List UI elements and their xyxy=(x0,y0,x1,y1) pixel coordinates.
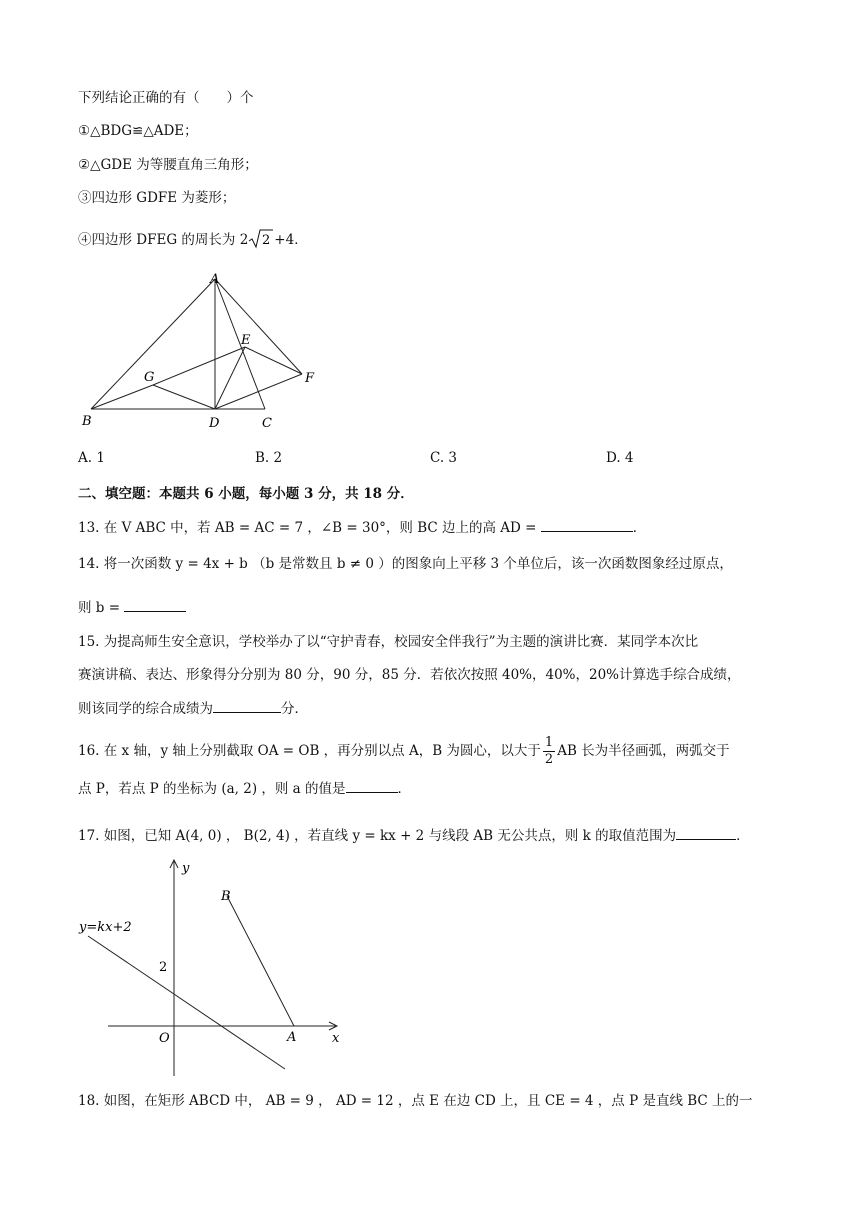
q16-answer-blank[interactable] xyxy=(346,778,398,793)
one-half-fraction xyxy=(543,735,555,768)
q16-text-b: AB 长为半径画弧，两弧交于 xyxy=(557,743,730,759)
question-15-line-2: 赛演讲稿、表达、形象得分分别为 80 分，90 分，85 分．若依次按照 40%，40%，20%计算选手综合成绩， xyxy=(78,667,741,683)
point-A-label: A xyxy=(287,1030,297,1045)
q16-text-a: 16. 在 x 轴，y 轴上分别截取 OA = OB ，再分别以点 A，B 为圆心，以大于 xyxy=(78,743,541,759)
question-15-line-3 xyxy=(78,698,308,719)
question-14-line-1: 14. 将一次函数 y = 4x + b （b 是常数且 b ≠ 0 ）的图象向上平移 3 个单位后，该一次函数图象经过原点， xyxy=(78,556,733,572)
svg-text:2: 2 xyxy=(262,233,271,248)
sqrt-2-symbol xyxy=(248,228,274,250)
y-axis-label: y xyxy=(182,861,190,876)
label-G: G xyxy=(144,370,155,385)
intercept-2-label: 2 xyxy=(159,960,168,975)
label-A: A xyxy=(210,272,220,287)
q12-stem: 下列结论正确的有（ ）个 xyxy=(78,90,254,106)
option-d[interactable]: D. 4 xyxy=(606,450,634,466)
q15-end: 分． xyxy=(281,701,308,717)
fraction-numerator: 1 xyxy=(544,735,554,750)
triangle-figure xyxy=(75,270,335,440)
q17-answer-blank[interactable] xyxy=(676,825,736,840)
question-14-line-2 xyxy=(78,597,186,618)
question-15-line-1: 15. 为提高师生安全意识，学校举办了以“守护青春，校园安全伴我行”为主题的演讲比赛．某同学本次比 xyxy=(78,634,699,650)
q17-text: 17. 如图，已知 A(4, 0) ， B(2, 4) ，若直线 y = kx + 2 与线段 AB 无公共点，则 k 的取值范围为 xyxy=(78,828,677,844)
option-b[interactable]: B. 2 xyxy=(255,450,283,466)
question-13 xyxy=(78,517,646,538)
label-B: B xyxy=(82,414,92,429)
q15-text: 则该同学的综合成绩为 xyxy=(78,701,213,717)
coordinate-figure xyxy=(75,856,355,1082)
q13-answer-blank[interactable] xyxy=(541,517,633,532)
q14-text: 则 b = xyxy=(78,600,121,616)
label-D: D xyxy=(209,416,220,431)
line-equation-label: y=kx+2 xyxy=(79,920,132,935)
question-16-line-2 xyxy=(78,778,411,799)
x-axis-label: x xyxy=(332,1031,340,1046)
point-B-label: B xyxy=(221,889,231,904)
q13-end: ． xyxy=(632,520,647,536)
q17-end: ． xyxy=(736,828,750,844)
fraction-denominator: 2 xyxy=(544,752,554,767)
q14-answer-blank[interactable] xyxy=(124,597,186,612)
label-C: C xyxy=(262,416,272,431)
q12-conclusion-4 xyxy=(78,228,308,250)
q16-end: ． xyxy=(397,781,412,797)
q13-text: V ABC 中，若 AB = AC = 7 ，∠B = 30°，则 BC 边上的高 AD = xyxy=(121,520,537,536)
question-17 xyxy=(78,825,750,846)
q12-conclusion-1: ①△BDG≌△ADE； xyxy=(78,123,198,139)
option-a[interactable]: A. 1 xyxy=(78,450,105,466)
origin-label: O xyxy=(159,1031,170,1046)
question-16-line-1 xyxy=(78,735,730,768)
q13-number: 13. 在 xyxy=(78,520,118,536)
section-2-heading: 二、填空题：本题共 6 小题，每小题 3 分，共 18 分． xyxy=(78,486,414,502)
question-18-line-1: 18. 如图，在矩形 ABCD 中， AB = 9 ， AD = 12 ，点 E 在边 CD 上，且 CE = 4 ，点 P 是直线 BC 上的一 xyxy=(78,1093,753,1109)
q12-conclusion-4-tail: +4． xyxy=(274,232,308,248)
option-c[interactable]: C. 3 xyxy=(430,450,458,466)
label-F: F xyxy=(305,371,315,386)
q15-answer-blank[interactable] xyxy=(213,698,281,713)
label-E: E xyxy=(241,333,251,348)
q16-text-c: 点 P，若点 P 的坐标为 (a, 2) ，则 a 的值是 xyxy=(78,781,346,797)
q12-conclusion-4-text: ④四边形 DFEG 的周长为 2 xyxy=(78,232,249,248)
q12-conclusion-3: ③四边形 GDFE 为菱形； xyxy=(78,190,236,206)
q12-conclusion-2: ②△GDE 为等腰直角三角形； xyxy=(78,157,258,173)
